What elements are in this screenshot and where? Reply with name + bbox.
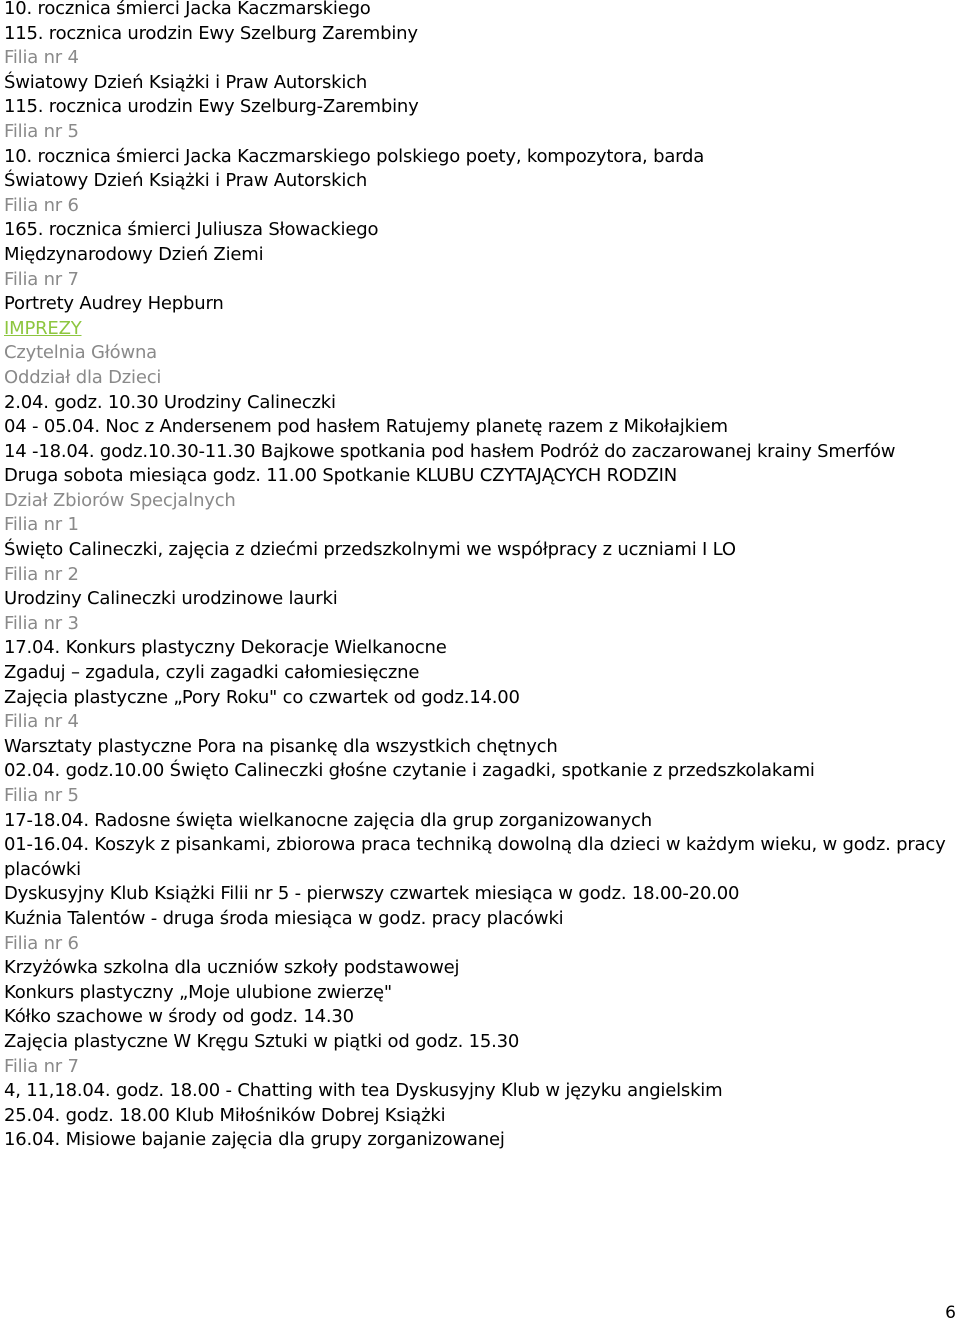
branch-heading: Oddział dla Dzieci xyxy=(4,366,162,388)
branch-heading: Filia nr 3 xyxy=(4,612,79,634)
event-line: Międzynarodowy Dzień Ziemi xyxy=(4,243,264,265)
branch-heading: Czytelnia Główna xyxy=(4,342,157,364)
event-line: Zajęcia plastyczne „Pory Roku" co czwartek od godz.14.00 xyxy=(4,686,520,708)
document-body xyxy=(4,0,954,1153)
branch-heading: Filia nr 7 xyxy=(4,1055,79,1077)
event-line: 25.04. godz. 18.00 Klub Miłośników Dobrej Książki xyxy=(4,1104,446,1126)
branch-heading: Filia nr 4 xyxy=(4,47,79,69)
branch-heading: Filia nr 1 xyxy=(4,514,79,536)
event-line: Krzyżówka szkolna dla uczniów szkoły podstawowej xyxy=(4,957,460,979)
page-number: 6 xyxy=(945,1303,956,1323)
branch-heading: Filia nr 2 xyxy=(4,563,79,585)
branch-heading: Filia nr 6 xyxy=(4,194,79,216)
event-line: 16.04. Misiowe bajanie zajęcia dla grupy zorganizowanej xyxy=(4,1129,505,1151)
event-line: 4, 11,18.04. godz. 18.00 - Chatting with tea Dyskusyjny Klub w języku angielskim xyxy=(4,1080,723,1102)
event-line: Święto Calineczki, zajęcia z dziećmi przedszkolnymi we współpracy z uczniami I LO xyxy=(4,539,736,561)
branch-heading: Filia nr 7 xyxy=(4,268,79,290)
event-line: 17-18.04. Radosne święta wielkanocne zajęcia dla grup zorganizowanych xyxy=(4,809,652,831)
branch-heading: Filia nr 5 xyxy=(4,120,79,142)
event-line: Warsztaty plastyczne Pora na pisankę dla wszystkich chętnych xyxy=(4,735,558,757)
event-line: 17.04. Konkurs plastyczny Dekoracje Wielkanocne xyxy=(4,637,447,659)
event-line: 02.04. godz.10.00 Święto Calineczki głośne czytanie i zagadki, spotkanie z przedszkolakami xyxy=(4,760,815,782)
event-line: 115. rocznica urodzin Ewy Szelburg Zarembiny xyxy=(4,22,418,44)
event-line: Światowy Dzień Książki i Praw Autorskich xyxy=(4,71,368,93)
event-line: 10. rocznica śmierci Jacka Kaczmarskiego xyxy=(4,0,371,19)
event-line: 01-16.04. Koszyk z pisankami, zbiorowa praca techniką dowolną dla dzieci w każdym wieku, w godz. pracy placówki xyxy=(4,834,946,880)
event-line: 115. rocznica urodzin Ewy Szelburg-Zarembiny xyxy=(4,96,419,118)
event-line: Kółko szachowe w środy od godz. 14.30 xyxy=(4,1006,354,1028)
event-line: Kuźnia Talentów - druga środa miesiąca w godz. pracy placówki xyxy=(4,907,564,929)
event-line: 04 - 05.04. Noc z Andersenem pod hasłem Ratujemy planetę razem z Mikołajkiem xyxy=(4,416,728,438)
event-line: 165. rocznica śmierci Juliusza Słowackiego xyxy=(4,219,379,241)
event-line: 2.04. godz. 10.30 Urodziny Calineczki xyxy=(4,391,336,413)
event-line: Dyskusyjny Klub Książki Filii nr 5 - pierwszy czwartek miesiąca w godz. 18.00-20.00 xyxy=(4,883,740,905)
branch-heading: Filia nr 5 xyxy=(4,785,79,806)
event-line: Portrety Audrey Hepburn xyxy=(4,293,224,315)
branch-heading: Dział Zbiorów Specjalnych xyxy=(4,489,236,511)
section-link-imprezy[interactable]: IMPREZY xyxy=(4,317,82,339)
branch-heading: Filia nr 6 xyxy=(4,932,79,954)
event-line: Konkurs plastyczny „Moje ulubione zwierzę" xyxy=(4,981,392,1003)
event-line: Zgaduj – zgadula, czyli zagadki całomiesięczne xyxy=(4,662,420,684)
event-line: 10. rocznica śmierci Jacka Kaczmarskiego polskiego poety, kompozytora, barda xyxy=(4,145,705,167)
event-line: Druga sobota miesiąca godz. 11.00 Spotkanie KLUBU CZYTAJĄCYCH RODZIN xyxy=(4,465,678,487)
event-line: Zajęcia plastyczne W Kręgu Sztuki w piątki od godz. 15.30 xyxy=(4,1030,520,1052)
branch-heading: Filia nr 4 xyxy=(4,711,79,733)
event-line: 14 -18.04. godz.10.30-11.30 Bajkowe spotkania pod hasłem Podróż do zaczarowanej krainy Smerfów xyxy=(4,440,896,462)
event-line: Światowy Dzień Książki i Praw Autorskich xyxy=(4,170,368,192)
event-line: Urodziny Calineczki urodzinowe laurki xyxy=(4,588,338,610)
